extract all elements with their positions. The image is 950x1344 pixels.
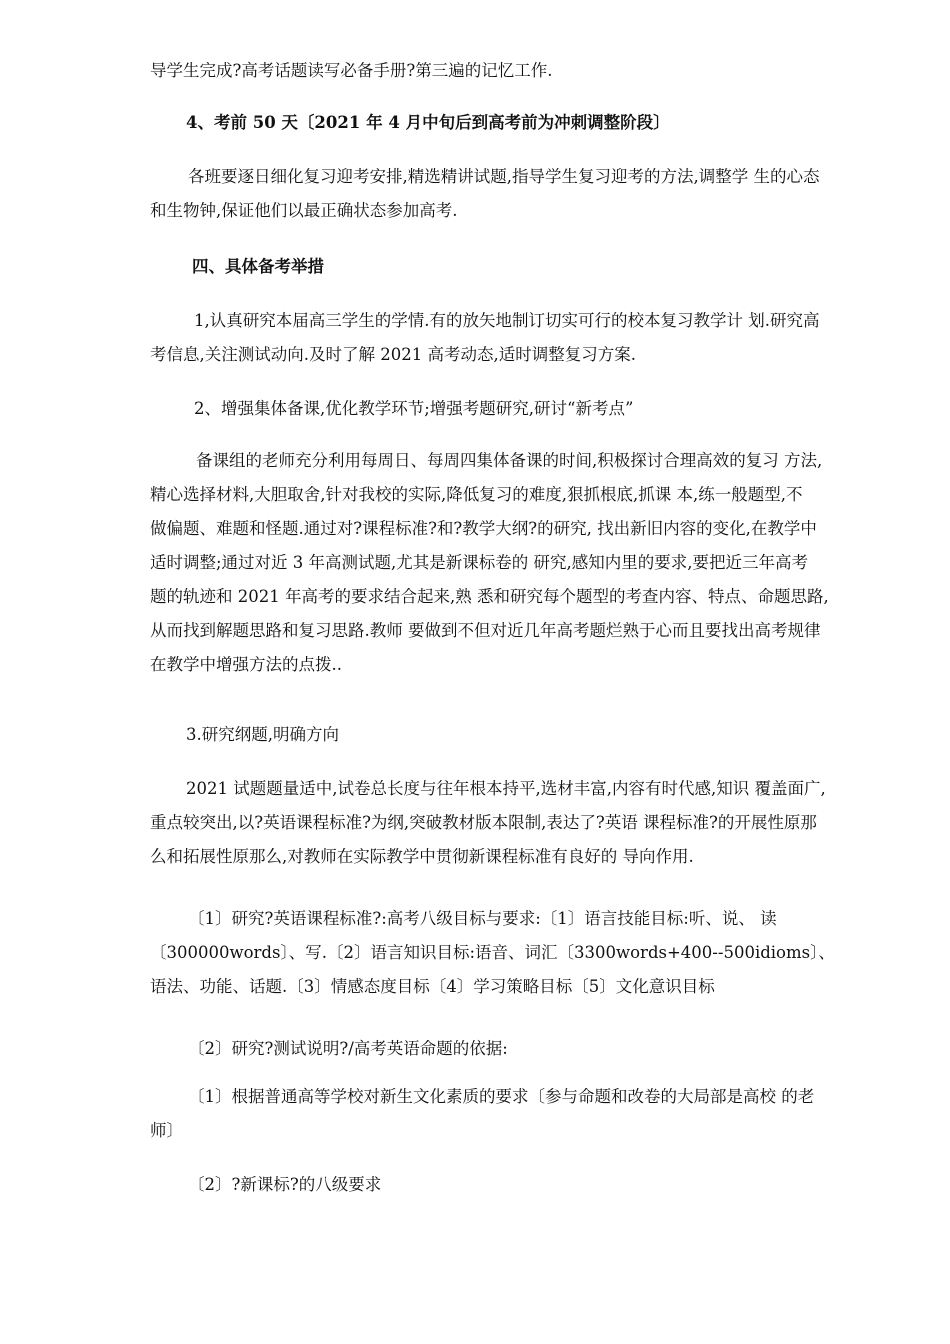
text-line: 语法、功能、话题.〔3〕情感态度目标〔4〕学习策略目标〔5〕文化意识目标 <box>150 977 715 996</box>
paragraph-lesson-prep <box>150 444 900 682</box>
paragraph-measure-3-heading <box>186 718 936 752</box>
text-line: 备课组的老师充分利用每周日、每周四集体备课的时间,积极探讨合理高效的复习 方法, <box>196 451 823 470</box>
text-line: 2021 试题题量适中,试卷总长度与往年根本持平,选材丰富,内容有时代感,知识 覆盖面广, <box>186 779 826 798</box>
text-line: 〔1〕根据普通高等学校对新生文化素质的要求〔参与命题和改卷的大局部是高校 的老 <box>188 1087 815 1106</box>
text-line: 〔2〕?新课标?的八级要求 <box>188 1175 382 1194</box>
text-line: 考信息,关注测试动向.及时了解 2021 高考动态,适时调整复习方案. <box>150 345 636 364</box>
text-line: 〔1〕研究?英语课程标准?:高考八级目标与要求:〔1〕语言技能目标:听、说、 读 <box>188 909 777 928</box>
text-line: 〔300000words〕、写.〔2〕语言知识目标:语音、词汇〔3300words+400--500idioms〕、 <box>150 943 835 962</box>
text-line: 1,认真研究本届高三学生的学情.有的放矢地制订切实可行的校本复习教学计 划.研究高 <box>194 311 820 330</box>
paragraph-continuation <box>150 54 900 88</box>
text-line: 在教学中增强方法的点拨.. <box>150 655 342 674</box>
text-line: 各班要逐日细化复习迎考安排,精选精讲试题,指导学生复习迎考的方法,调整学 生的心态 <box>188 167 820 186</box>
paragraph-measure-1 <box>150 304 900 372</box>
paragraph-test-description <box>188 1032 938 1066</box>
text-line: 么和拓展性原那么,对教师在实际教学中贯彻新课程标准有良好的 导向作用. <box>150 847 694 866</box>
text-line: 导学生完成?高考话题读写必备手册?第三遍的记忆工作. <box>150 61 553 80</box>
paragraph-measure-2-heading <box>194 392 944 426</box>
paragraph-sprint <box>150 160 900 228</box>
section-heading-measures <box>192 250 942 284</box>
text-line: 适时调整;通过对近 3 年高测试题,尤其是新课标卷的 研究,感知内里的要求,要把近三年高考 <box>150 553 809 572</box>
paragraph-requirement-2 <box>188 1168 938 1202</box>
text-line: 重点较突出,以?英语课程标准?为纲,突破教材版本限制,表达了?英语 课程标准?的开展性原那 <box>150 813 817 832</box>
text-line: 4、考前 50 天〔2021 年 4 月中旬后到高考前为冲刺调整阶段〕 <box>186 113 670 132</box>
text-line: 3.研究纲题,明确方向 <box>186 725 339 744</box>
text-line: 精心选择材料,大胆取舍,针对我校的实际,降低复习的难度,狠抓根底,抓课 本,练一般题型,不 <box>150 485 803 504</box>
text-line: 四、具体备考举措 <box>192 257 324 276</box>
text-line: 从而找到解题思路和复习思路.教师 要做到不但对近几年高考题烂熟于心而且要找出高考规律 <box>150 621 821 640</box>
paragraph-requirement-1 <box>150 1080 900 1148</box>
paragraph-curriculum-standards <box>150 902 900 1004</box>
section-heading-4 <box>186 106 936 140</box>
text-line: 师〕 <box>150 1121 183 1140</box>
paragraph-exam-analysis <box>150 772 900 874</box>
text-line: 和生物钟,保证他们以最正确状态参加高考. <box>150 201 458 220</box>
text-line: 做偏题、难题和怪题.通过对?课程标准?和?教学大纲?的研究, 找出新旧内容的变化,在教学中 <box>150 519 817 538</box>
text-line: 2、增强集体备课,优化教学环节;增强考题研究,研讨“新考点” <box>194 399 634 418</box>
text-line: 〔2〕研究?测试说明?/高考英语命题的依据: <box>188 1039 508 1058</box>
text-line: 题的轨迹和 2021 年高考的要求结合起来,熟 悉和研究每个题型的考查内容、特点、命题思路, <box>150 587 829 606</box>
